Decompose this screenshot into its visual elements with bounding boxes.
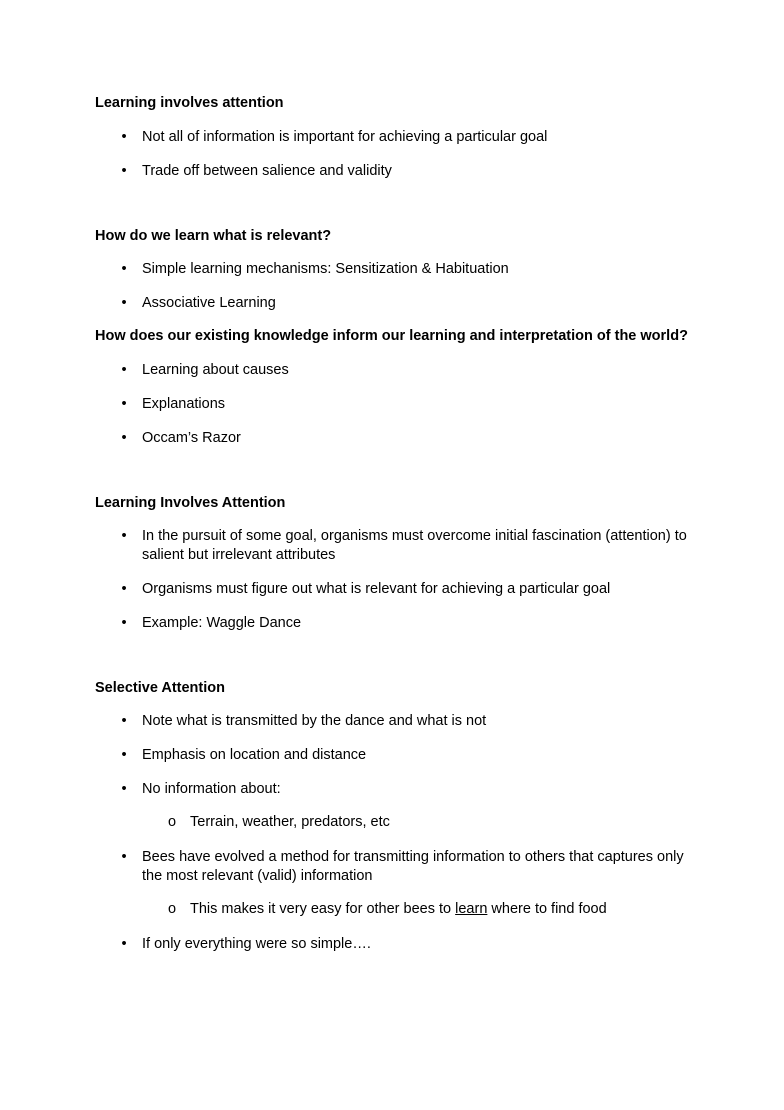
bullet-icon: •: [121, 396, 127, 412]
list-item: Learning about causes: [142, 362, 289, 378]
sub-list-item: [190, 900, 607, 919]
list-item: Trade off between salience and validity: [142, 163, 392, 179]
section-heading: Learning involves attention: [95, 95, 284, 111]
list-item: Simple learning mechanisms: Sensitization & Habituation: [142, 261, 509, 277]
sub-item-text-before: This makes it very easy for other bees to: [190, 901, 456, 917]
list-item: Associative Learning: [142, 295, 276, 311]
list-item: Not all of information is important for achieving a particular goal: [142, 129, 548, 145]
bullet-icon: •: [121, 849, 127, 865]
list-item: If only everything were so simple….: [142, 936, 371, 952]
bullet-icon: •: [121, 261, 127, 277]
list-item: Example: Waggle Dance: [142, 615, 302, 631]
section-heading: How does our existing knowledge inform our learning and interpretation of the world?: [95, 328, 688, 344]
list-item: Occam’s Razor: [142, 430, 241, 446]
underlined-word: learn: [455, 901, 488, 917]
bullet-icon: •: [121, 781, 127, 797]
bullet-icon: •: [121, 295, 127, 311]
list-item: Note what is transmitted by the dance and what is not: [142, 713, 487, 729]
bullet-icon: •: [121, 615, 127, 631]
bullet-icon: •: [121, 747, 127, 763]
sub-item-text-after: where to find food: [487, 901, 607, 917]
list-item: Bees have evolved a method for transmitting information to others that captures only the most relevant (valid) information: [142, 849, 684, 884]
bullet-icon: •: [121, 528, 127, 544]
bullet-icon: •: [121, 129, 127, 145]
bullet-icon: •: [121, 362, 127, 378]
sub-bullet-icon: o: [167, 814, 177, 830]
list-item: Organisms must figure out what is relevant for achieving a particular goal: [142, 581, 611, 597]
list-item: Emphasis on location and distance: [142, 747, 367, 763]
bullet-icon: •: [121, 163, 127, 179]
sub-bullet-icon: o: [167, 901, 177, 917]
section-heading: How do we learn what is relevant?: [95, 228, 332, 244]
list-item: No information about:: [142, 781, 281, 797]
bullet-icon: •: [121, 430, 127, 446]
list-item: In the pursuit of some goal, organisms must overcome initial fascination (attention) to salient but irrelevant attributes: [142, 528, 687, 563]
section-heading: Selective Attention: [95, 680, 225, 696]
section-heading: Learning Involves Attention: [95, 495, 286, 511]
bullet-icon: •: [121, 581, 127, 597]
sub-list-item: Terrain, weather, predators, etc: [190, 814, 390, 830]
bullet-icon: •: [121, 936, 127, 952]
list-item: Explanations: [142, 396, 226, 412]
bullet-icon: •: [121, 713, 127, 729]
